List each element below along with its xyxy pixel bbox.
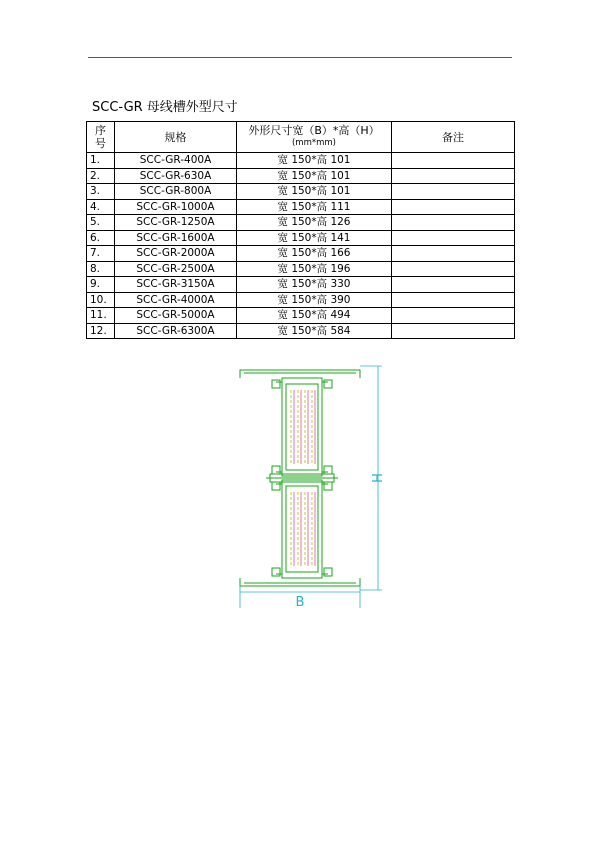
row-note — [392, 168, 515, 184]
row-spec: SCC-GR-1000A — [115, 199, 237, 215]
header-seq — [87, 122, 115, 153]
row-dimensions: 宽 150*高 126 — [237, 215, 392, 231]
row-spec: SCC-GR-2500A — [115, 261, 237, 277]
bottom-flange — [240, 578, 360, 586]
row-dimensions: 宽 150*高 166 — [237, 246, 392, 262]
row-dimensions: 宽 150*高 584 — [237, 323, 392, 339]
table-row — [87, 199, 515, 215]
row-spec: SCC-GR-5000A — [115, 308, 237, 324]
row-dimensions: 宽 150*高 101 — [237, 168, 392, 184]
width-label: B — [295, 595, 305, 610]
housing-bolt — [272, 466, 280, 474]
table-row — [87, 323, 515, 339]
row-note — [392, 308, 515, 324]
housing-bolt — [324, 466, 332, 474]
row-note — [392, 261, 515, 277]
row-seq: 4. — [87, 199, 115, 215]
row-note — [392, 230, 515, 246]
housing-clip — [276, 484, 328, 574]
row-spec: SCC-GR-1250A — [115, 215, 237, 231]
row-spec: SCC-GR-3150A — [115, 277, 237, 293]
housing-module — [282, 480, 322, 578]
row-spec: SCC-GR-4000A — [115, 292, 237, 308]
housing-bolt — [272, 380, 280, 388]
header-note: 备注 — [392, 122, 515, 153]
housing-bolt — [324, 482, 332, 490]
table-row — [87, 246, 515, 262]
row-dimensions: 宽 150*高 494 — [237, 308, 392, 324]
housing-bolt — [272, 568, 280, 576]
row-dimensions: 宽 150*高 111 — [237, 199, 392, 215]
height-label: H — [371, 473, 386, 483]
row-note — [392, 323, 515, 339]
row-seq: 7. — [87, 246, 115, 262]
row-spec: SCC-GR-400A — [115, 153, 237, 169]
table-row — [87, 184, 515, 200]
row-spec: SCC-GR-1600A — [115, 230, 237, 246]
row-note — [392, 199, 515, 215]
table-row — [87, 308, 515, 324]
header-dim-line1: 外形尺寸宽（B）*高（H） — [248, 124, 380, 137]
table-body — [87, 153, 515, 339]
row-note — [392, 184, 515, 200]
row-dimensions: 宽 150*高 330 — [237, 277, 392, 293]
table-header-row — [87, 122, 515, 153]
row-spec: SCC-GR-800A — [115, 184, 237, 200]
row-spec: SCC-GR-6300A — [115, 323, 237, 339]
housing-clip — [276, 382, 328, 472]
table-row — [87, 277, 515, 293]
row-dimensions: 宽 150*高 101 — [237, 153, 392, 169]
table-row — [87, 230, 515, 246]
row-seq: 5. — [87, 215, 115, 231]
row-seq: 3. — [87, 184, 115, 200]
row-seq: 1. — [87, 153, 115, 169]
table-row — [87, 153, 515, 169]
page-title: SCC-GR 母线槽外型尺寸 — [92, 100, 238, 115]
table-row — [87, 292, 515, 308]
row-note — [392, 292, 515, 308]
header-spec: 规格 — [115, 122, 237, 153]
row-note — [392, 277, 515, 293]
table-row — [87, 261, 515, 277]
housing-bolt — [272, 482, 280, 490]
header-dim-line2: (mm*mm) — [291, 138, 336, 148]
housing-module — [282, 378, 322, 476]
row-note — [392, 215, 515, 231]
busway-cross-section-drawing — [230, 358, 390, 613]
top-flange — [240, 370, 360, 378]
dimension-table — [86, 121, 515, 339]
row-dimensions: 宽 150*高 101 — [237, 184, 392, 200]
housing-bolt — [324, 380, 332, 388]
header-seq-line1: 序 — [95, 124, 106, 137]
row-dimensions: 宽 150*高 141 — [237, 230, 392, 246]
housing-bolt — [324, 568, 332, 576]
row-seq: 10. — [87, 292, 115, 308]
row-spec: SCC-GR-2000A — [115, 246, 237, 262]
row-spec: SCC-GR-630A — [115, 168, 237, 184]
row-seq: 12. — [87, 323, 115, 339]
header-seq-line2: 号 — [95, 137, 106, 150]
table-row — [87, 215, 515, 231]
row-seq: 6. — [87, 230, 115, 246]
busway-housing — [240, 370, 360, 586]
row-note — [392, 153, 515, 169]
row-seq: 8. — [87, 261, 115, 277]
row-seq: 11. — [87, 308, 115, 324]
header-rule — [88, 57, 512, 58]
row-dimensions: 宽 150*高 390 — [237, 292, 392, 308]
row-seq: 9. — [87, 277, 115, 293]
row-note — [392, 246, 515, 262]
row-seq: 2. — [87, 168, 115, 184]
header-dimensions — [237, 122, 392, 153]
table-row — [87, 168, 515, 184]
row-dimensions: 宽 150*高 196 — [237, 261, 392, 277]
